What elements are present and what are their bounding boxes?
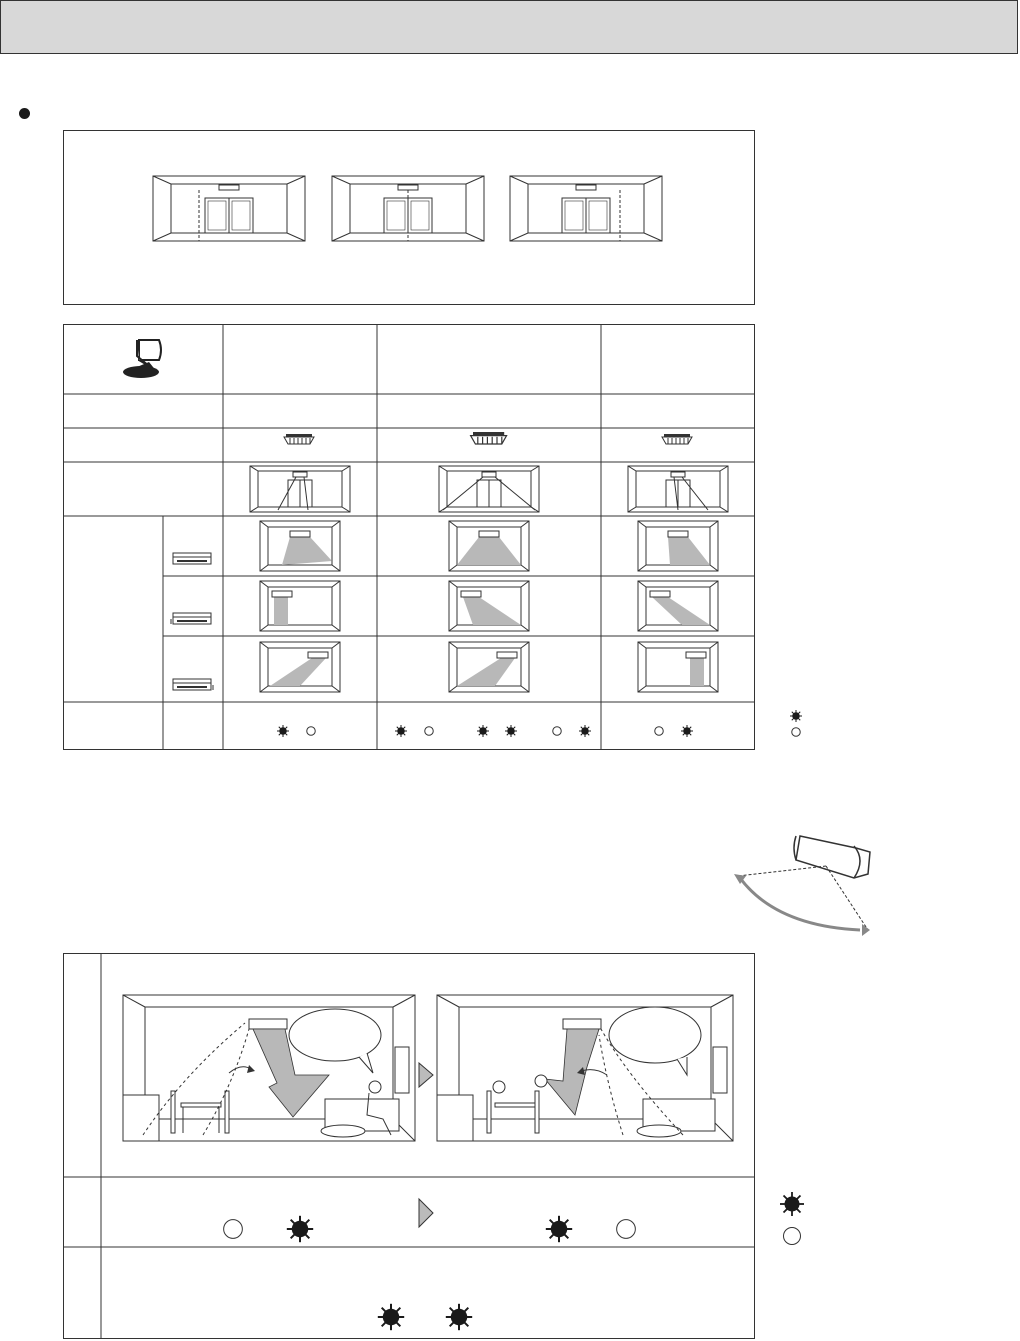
lamp-off-circle-icon — [617, 1220, 636, 1239]
lamp-on-star-icon — [579, 725, 591, 737]
airflow-center-right — [638, 521, 718, 571]
swing-illustration — [726, 822, 876, 940]
airflow-left-right — [638, 581, 718, 631]
bullet-dot-icon — [19, 108, 30, 119]
room-right-airflow — [510, 176, 662, 241]
louver-icon-left — [284, 434, 314, 444]
lamp-on-star-icon — [681, 725, 693, 737]
room-overview-figure — [63, 130, 755, 305]
direction-table-grid — [63, 324, 755, 750]
perspective-room-center — [439, 466, 539, 512]
airflow-left-center — [449, 581, 529, 631]
lamp-on-star-icon — [277, 725, 289, 737]
lamp-on-star-icon — [790, 710, 802, 722]
lamp-on-star-icon — [395, 725, 407, 737]
lamp-off-circle-icon — [792, 728, 801, 737]
lamp-off-circle-icon — [425, 727, 434, 736]
lamp-off-circle-icon — [553, 727, 562, 736]
indoor-unit-right-icon — [173, 679, 213, 690]
lamp-on-star-icon — [378, 1304, 404, 1330]
airflow-center-center — [449, 521, 529, 571]
direction-table — [63, 324, 755, 750]
section-header-bar — [0, 0, 1018, 54]
airflow-center-left — [260, 521, 340, 571]
auto-direction-table-grid — [63, 953, 755, 1339]
lamp-on-star-icon — [446, 1304, 472, 1330]
indoor-unit-center-icon — [173, 553, 211, 564]
person-sitting — [369, 1081, 381, 1093]
lamp-off-circle-icon — [784, 1228, 801, 1245]
airflow-right-center — [449, 642, 529, 692]
airflow-left-left — [260, 581, 340, 631]
indicator-lamp-row — [277, 725, 693, 737]
indoor-unit-left-icon — [171, 613, 211, 624]
lamp-off-circle-icon — [655, 727, 664, 736]
perspective-room-right — [628, 466, 728, 512]
lamp-legend-top — [786, 706, 806, 740]
lamp-legend-bottom-svg — [778, 1190, 808, 1250]
lamp-on-star-icon — [287, 1216, 313, 1242]
room-center-airflow — [332, 176, 484, 241]
lamp-on-star-icon — [546, 1216, 572, 1242]
airflow-right-right — [638, 642, 718, 692]
lamp-legend-bottom — [778, 1190, 808, 1250]
room-overview-drawings — [64, 131, 754, 304]
lamp-off-circle-icon — [307, 727, 316, 736]
speech-bubble-2 — [609, 1007, 701, 1063]
scene-after — [437, 995, 733, 1141]
perspective-room-left — [250, 466, 350, 512]
louver-icon-right — [662, 434, 692, 444]
room-left-airflow — [153, 176, 305, 241]
scene-before — [123, 995, 415, 1141]
auto-direction-table — [63, 953, 755, 1339]
sensor-eye-icon — [123, 340, 161, 378]
lamp-off-circle-icon — [224, 1220, 243, 1239]
lamp-on-star-icon — [505, 725, 517, 737]
swing-illustration-svg — [726, 822, 876, 940]
bottom-lamp-indicators — [224, 1216, 636, 1330]
lamp-on-star-icon — [780, 1192, 804, 1216]
louver-icon-center — [471, 432, 507, 444]
triangle-arrow-icon — [419, 1063, 433, 1087]
triangle-arrow-icon-2 — [419, 1199, 433, 1227]
lamp-legend-top-svg — [786, 706, 806, 740]
airflow-right-left — [260, 642, 340, 692]
lamp-on-star-icon — [477, 725, 489, 737]
swing-arrow-right-icon — [862, 924, 870, 936]
